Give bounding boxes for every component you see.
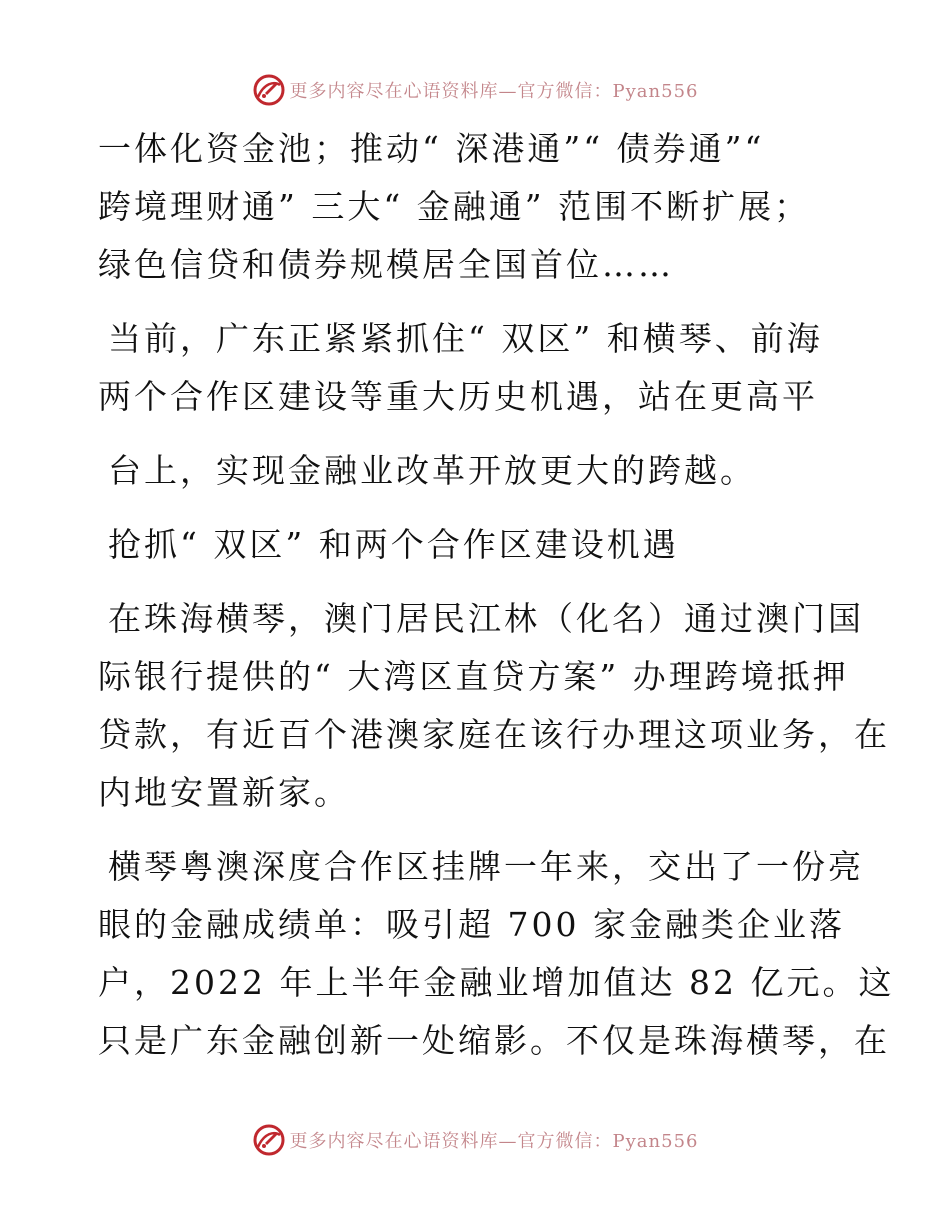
text-line: 横琴粤澳深度合作区挂牌一年来，交出了一份亮 bbox=[108, 847, 864, 886]
text-line: 户，2022 年上半年金融业增加值达 82 亿元。这 bbox=[98, 963, 895, 1002]
text-line: 在珠海横琴，澳门居民江林（化名）通过澳门国 bbox=[108, 599, 864, 638]
watermark-text: 更多内容尽在心语资料库—官方微信：Pyan556 bbox=[289, 81, 699, 102]
paragraph bbox=[98, 310, 858, 426]
paragraph bbox=[98, 590, 890, 822]
brand-logo-icon bbox=[252, 1123, 286, 1157]
footer-watermark bbox=[0, 1120, 950, 1160]
paragraph bbox=[98, 838, 895, 1070]
document-body bbox=[98, 120, 895, 1070]
text-line: 台上，实现金融业改革开放更大的跨越。 bbox=[108, 451, 756, 490]
text-line: 跨境理财通” 三大“ 金融通” 范围不断扩展； bbox=[98, 187, 811, 226]
text-line: 贷款，有近百个港澳家庭在该行办理这项业务，在 bbox=[98, 715, 890, 754]
text-line: 内地安置新家。 bbox=[98, 773, 350, 812]
watermark-text: 更多内容尽在心语资料库—官方微信：Pyan556 bbox=[289, 1131, 699, 1152]
section-heading bbox=[98, 516, 858, 574]
text-line: 眼的金融成绩单：吸引超 700 家金融类企业落 bbox=[98, 905, 845, 944]
text-line: 一体化资金池；推动“ 深港通”“ 债券通”“ bbox=[98, 129, 765, 168]
paragraph bbox=[98, 442, 858, 500]
text-line: 两个合作区建设等重大历史机遇，站在更高平 bbox=[98, 377, 818, 416]
text-line: 际银行提供的“ 大湾区直贷方案” 办理跨境抵押 bbox=[98, 657, 849, 696]
brand-logo-icon bbox=[252, 73, 286, 107]
text-line: 只是广东金融创新一处缩影。不仅是珠海横琴，在 bbox=[98, 1021, 890, 1060]
text-line: 当前，广东正紧紧抓住“ 双区” 和横琴、前海 bbox=[108, 319, 823, 358]
header-watermark bbox=[0, 70, 950, 110]
text-line: 绿色信贷和债券规模居全国首位…… bbox=[98, 245, 674, 284]
text-line: 抢抓“ 双区” 和两个合作区建设机遇 bbox=[108, 525, 679, 564]
paragraph bbox=[98, 120, 858, 294]
